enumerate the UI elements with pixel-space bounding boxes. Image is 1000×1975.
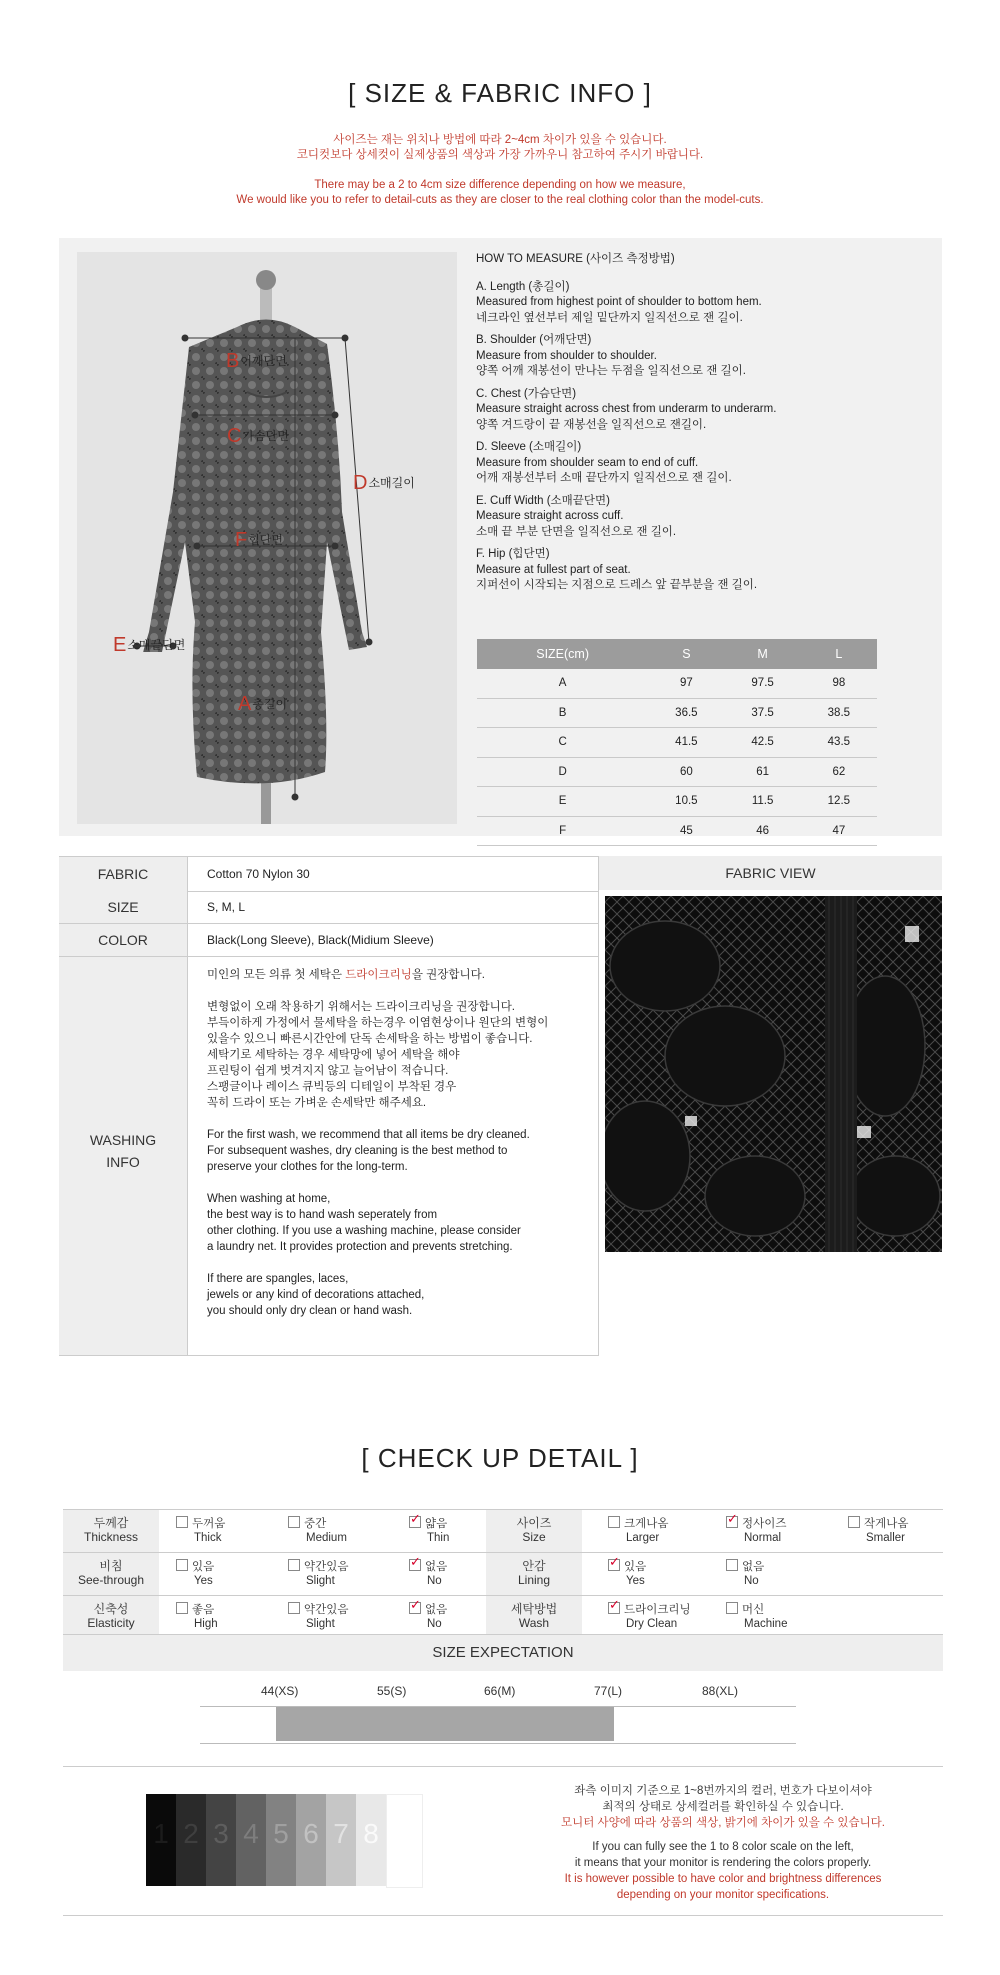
checkbox-lining-yes[interactable]	[608, 1559, 620, 1571]
fabric-info-section	[59, 856, 942, 1356]
color-swatch-1: 1	[146, 1794, 176, 1886]
check-label-lining: 안감 Lining	[486, 1553, 582, 1595]
checkbox-smaller[interactable]	[848, 1516, 860, 1528]
table-row: D 60 61 62	[477, 757, 877, 787]
checkbox-lining-no[interactable]	[726, 1559, 738, 1571]
table-row: C 41.5 42.5 43.5	[477, 728, 877, 758]
option-smaller[interactable]: 작게나옴 Smaller	[848, 1516, 908, 1545]
notice-kr-2: 코디컷보다 상세컷이 실제상품의 색상과 가장 가까우니 참고하여 주시기 바랍니다.	[296, 149, 704, 161]
measure-item-hip: F. Hip (힙단면) Measure at fullest part of seat. 지퍼선이 시작되는 지점으로 드레스 앞 끝부분을 잰 길이.	[476, 548, 758, 591]
check-label-elasticity: 신축성 Elasticity	[63, 1596, 159, 1638]
size-fabric-title: [ SIZE & FABRIC INFO ]	[348, 78, 652, 108]
size-value: S, M, L	[207, 900, 246, 914]
table-row: A 97 97.5 98	[477, 669, 877, 698]
checkbox-elastic-high[interactable]	[176, 1602, 188, 1614]
checkbox-thick[interactable]	[176, 1516, 188, 1528]
how-to-measure-heading: HOW TO MEASURE (사이즈 측정방법)	[476, 253, 675, 265]
fabric-label: FABRIC	[59, 857, 187, 891]
option-elastic-high[interactable]: 좋음 High	[176, 1602, 218, 1631]
check-label-size: 사이즈 Size	[486, 1510, 582, 1552]
option-dry-clean[interactable]: ✓드라이크리닝 Dry Clean	[608, 1602, 691, 1631]
washing-row	[59, 957, 598, 1356]
checkbox-dry-clean[interactable]	[608, 1602, 620, 1614]
color-swatch-3: 3	[206, 1794, 236, 1886]
table-row: F 45 46 47	[477, 816, 877, 846]
size-col-s: S	[648, 639, 724, 669]
option-see-yes[interactable]: 있음 Yes	[176, 1559, 214, 1588]
checkbox-see-slight[interactable]	[288, 1559, 300, 1571]
check-row	[63, 1552, 943, 1595]
color-swatch-4: 4	[236, 1794, 266, 1886]
option-thick[interactable]: 두꺼움 Thick	[176, 1516, 225, 1545]
size-col-l: L	[801, 639, 877, 669]
measure-panel	[59, 238, 942, 836]
measure-item-cuff: E. Cuff Width (소매끝단면) Measure straight across cuff. 소매 끝 부분 단면을 일직선으로 잰 길이.	[476, 494, 677, 538]
check-row	[63, 1509, 943, 1552]
size-label: SIZE	[59, 891, 187, 923]
measure-item-shoulder: B. Shoulder (어깨단면) Measure from shoulder to shoulder. 양쪽 어깨 재봉선이 만나는 두점을 일직선으로 잰 길이.	[476, 334, 746, 377]
option-see-slight[interactable]: 약간있음 Slight	[288, 1559, 348, 1588]
notice-en-1: There may be a 2 to 4cm size difference depending on how we measure,	[314, 179, 686, 191]
fabric-view-photo	[605, 896, 942, 1252]
label-c-chest: C가슴단면	[227, 425, 289, 447]
notice	[0, 133, 1000, 208]
option-thin[interactable]: ✓얇음 Thin	[409, 1516, 449, 1545]
option-medium[interactable]: 중간 Medium	[288, 1516, 347, 1545]
color-check-text: 좌측 이미지 기준으로 1~8번까지의 컬러, 번호가 다보이셔야 최적의 상태로 상세컬러를 확인하실 수 있습니다. 모니터 사양에 따라 상품의 색상, 밝기에 차이가 있을 수 있습니다. If you can fully see the 1 to 8 color scale on the left, it means that your monitor is rendering the colors properly. It is however possible to have color and brightness differences depending on your monitor specifications.	[561, 1785, 885, 1901]
fabric-value: Cotton 70 Nylon 30	[207, 867, 310, 881]
checkbox-larger[interactable]	[608, 1516, 620, 1528]
table-row: E 10.5 11.5 12.5	[477, 787, 877, 817]
color-label: COLOR	[59, 924, 187, 956]
option-elastic-no[interactable]: ✓없음 No	[409, 1602, 447, 1631]
check-label-wash: 세탁방법 Wash	[486, 1596, 582, 1638]
notice-en-2: We would like you to refer to detail-cuts as they are closer to the real clothing color than the model-cuts.	[236, 194, 764, 206]
fabric-row	[59, 856, 598, 892]
option-normal[interactable]: ✓정사이즈 Normal	[726, 1516, 786, 1545]
notice-kr-1: 사이즈는 재는 위치나 방법에 따라 2~4cm 차이가 있을 수 있습니다.	[333, 134, 667, 146]
color-swatch-6: 6	[296, 1794, 326, 1886]
checkbox-elastic-no[interactable]	[409, 1602, 421, 1614]
size-row	[59, 891, 598, 924]
check-up-detail-title: [ CHECK UP DETAIL ]	[361, 1443, 639, 1473]
size-exp-l: 77(L)	[594, 1684, 623, 1698]
washing-label: WASHING INFO	[59, 957, 187, 1355]
measure-item-length: A. Length (총길이) Measured from highest point of shoulder to bottom hem. 네크라인 옆선부터 제일 밑단까지 일직선으로 잰 길이.	[476, 280, 762, 324]
label-b-shoulder: B어깨단면	[226, 350, 287, 372]
check-label-thickness: 두께감 Thickness	[63, 1510, 159, 1552]
label-e-cuff: E소매끝단면	[113, 634, 186, 656]
label-d-sleeve: D소매길이	[353, 472, 415, 494]
washing-text: 미인의 모든 의류 첫 세탁은 드라이크리닝을 권장합니다. 변형없이 오래 착용하기 위해서는 드라이크리닝을 권장합니다. 부득이하게 가정에서 물세탁을 하는경우 이염현상이나 원단의 변형이 있을수 있으니 빠른시간안에 단독 손세탁을 하는 방법이 좋습니다. 세탁기로 세탁하는 경우 세탁망에 넣어 세탁을 해야 프린팅이 쉽게 벗겨지지 않고 늘어남이 적습니다. 스팽글이나 레이스 큐빅등의 디테일이 부착된 경우 꼭히 드라이 또는 가벼운 손세탁만 해주세요. For the first wash, we recommend that all items be dry cleaned. For subsequent washes, dry cleaning is the best method to preserve your clothes for the long-term. When washing at home, the best way is to hand wash seperately from other clothing. If you use a washing machine, please consider a laundry net. It provides protection and prevents stretching. If there are spangles, laces, jewels or any kind of decorations attached, you should only dry clean or hand wash.	[207, 967, 592, 1319]
size-table	[477, 639, 877, 846]
checkbox-see-no[interactable]	[409, 1559, 421, 1571]
option-lining-yes[interactable]: ✓있음 Yes	[608, 1559, 646, 1588]
size-exp-xs: 44(XS)	[261, 1684, 299, 1698]
color-check-section	[63, 1766, 943, 1916]
size-exp-m: 66(M)	[484, 1684, 516, 1698]
color-swatch-2: 2	[176, 1794, 206, 1886]
how-to-measure	[476, 252, 916, 601]
size-col-m: M	[724, 639, 800, 669]
color-row	[59, 924, 598, 957]
option-see-no[interactable]: ✓없음 No	[409, 1559, 447, 1588]
fabric-view-label: FABRIC VIEW	[599, 856, 942, 890]
dress-measure-photo	[77, 252, 457, 824]
size-col-head: SIZE(cm)	[477, 639, 648, 669]
checkbox-machine[interactable]	[726, 1602, 738, 1614]
measure-item-sleeve: D. Sleeve (소매길이) Measure from shoulder seam to end of cuff. 어깨 재봉선부터 소매 끝단까지 일직선으로 잰 길이.	[476, 441, 732, 484]
size-exp-s: 55(S)	[377, 1684, 407, 1698]
checkbox-thin[interactable]	[409, 1516, 421, 1528]
size-exp-xl: 88(XL)	[702, 1684, 739, 1698]
lace-fabric-image	[605, 896, 942, 1252]
option-lining-no[interactable]: 없음 No	[726, 1559, 764, 1588]
size-expectation-bar	[276, 1707, 614, 1741]
option-larger[interactable]: 크게나옴 Larger	[608, 1516, 668, 1545]
measure-item-chest: C. Chest (가슴단면) Measure straight across chest from underarm to underarm. 양쪽 겨드랑이 끝 재봉선을 일직선으로 잰길이.	[476, 387, 777, 431]
label-a-length: A총길이	[238, 693, 288, 715]
color-swatch-8: 8	[356, 1794, 386, 1886]
color-swatch-5: 5	[266, 1794, 296, 1886]
option-elastic-slight[interactable]: 약간있음 Slight	[288, 1602, 348, 1631]
option-machine[interactable]: 머신 Machine	[726, 1602, 787, 1631]
checkbox-normal[interactable]	[726, 1516, 738, 1528]
label-f-hip: F힙단면	[235, 529, 283, 551]
checkbox-medium[interactable]	[288, 1516, 300, 1528]
checkbox-elastic-slight[interactable]	[288, 1602, 300, 1614]
size-table-header	[477, 639, 877, 669]
table-row: B 36.5 37.5 38.5	[477, 698, 877, 728]
checkbox-see-yes[interactable]	[176, 1559, 188, 1571]
color-swatch-7: 7	[326, 1794, 356, 1886]
washing-first: 미인의 모든 의류 첫 세탁은 드라이크리닝을 권장합니다.	[207, 969, 485, 981]
check-row	[63, 1595, 943, 1638]
color-value: Black(Long Sleeve), Black(Midium Sleeve)	[207, 933, 434, 947]
check-label-see-through: 비침 See-through	[63, 1553, 159, 1595]
size-expectation-label: SIZE EXPECTATION	[63, 1634, 943, 1671]
